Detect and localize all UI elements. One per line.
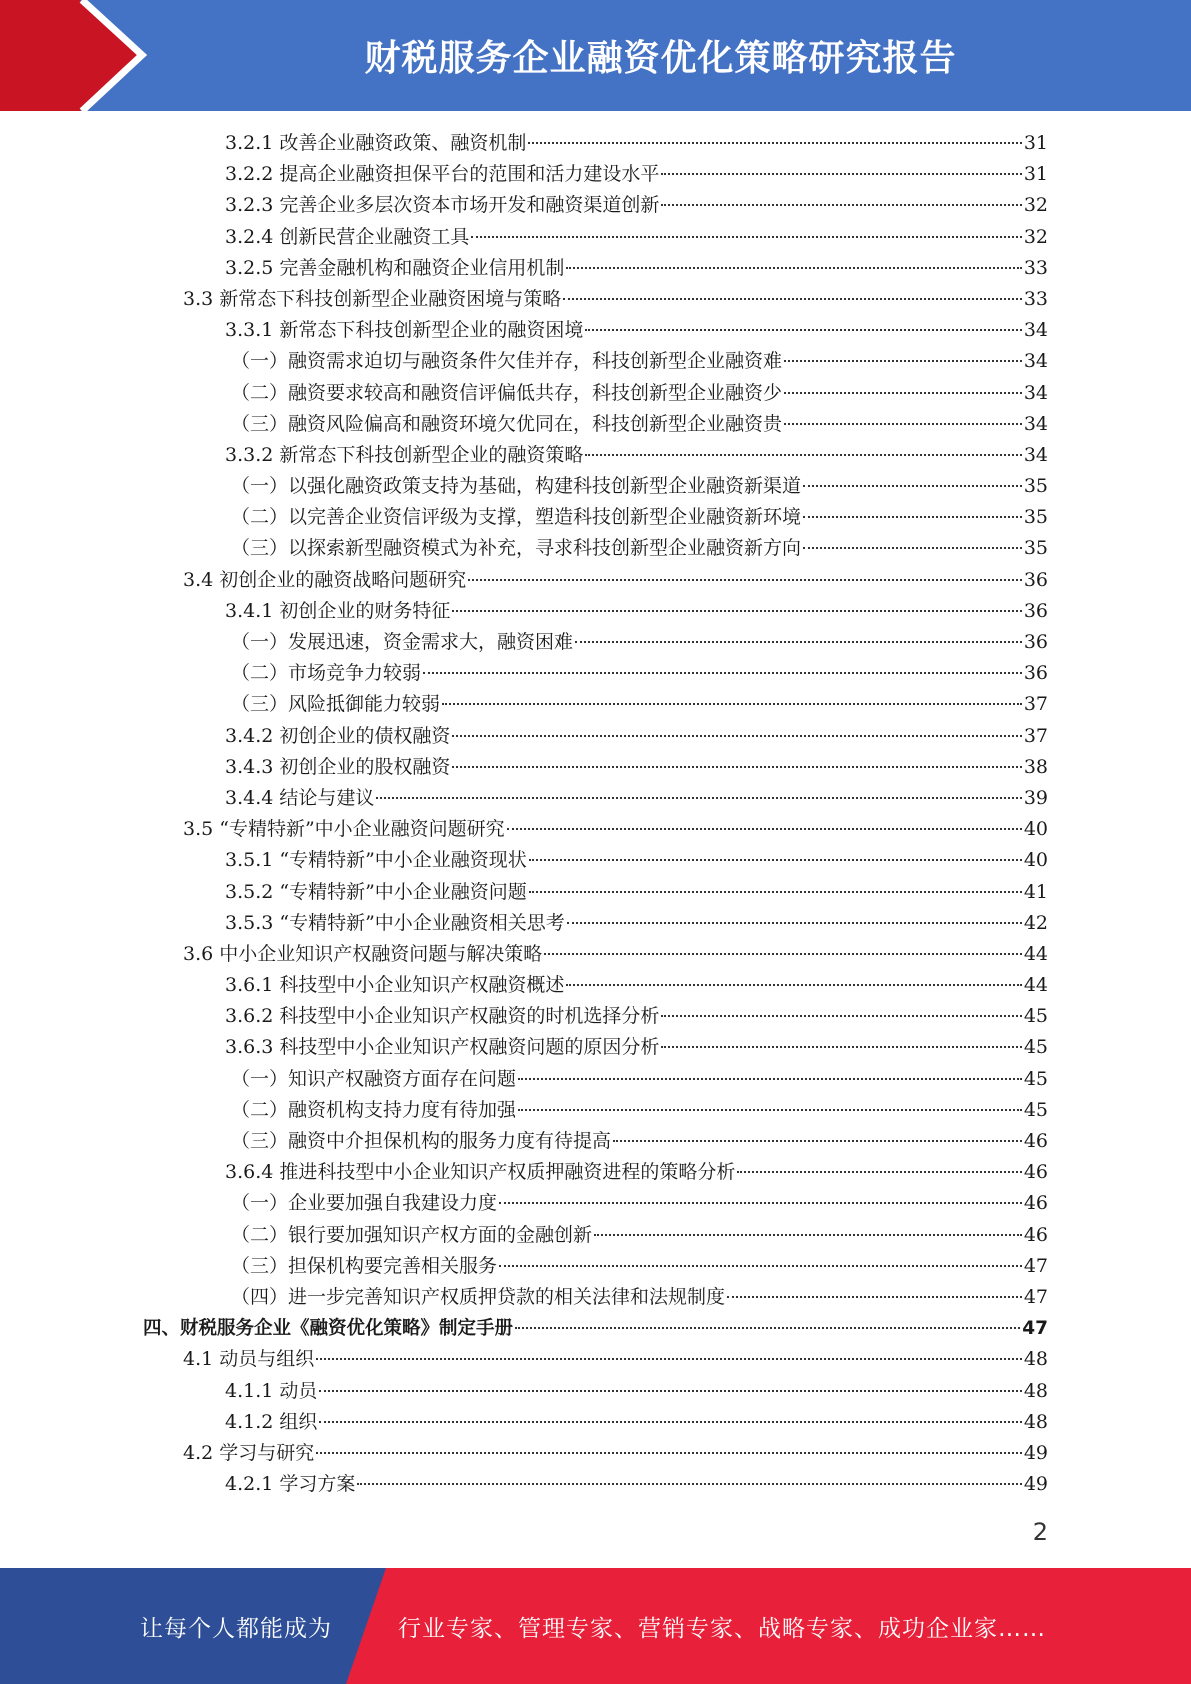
toc-entry-title: 3.2.1 改善企业融资政策、融资机制	[225, 132, 527, 154]
toc-dot-leader	[471, 236, 1021, 238]
toc-entry-title: 4.1.2 组织	[225, 1410, 318, 1433]
toc-entry[interactable]	[143, 1095, 1048, 1126]
toc-entry[interactable]	[143, 814, 1048, 845]
toc-entry-page: 34	[1023, 319, 1048, 342]
toc-entry[interactable]	[143, 1064, 1048, 1095]
toc-entry-page: 46	[1023, 1223, 1048, 1246]
toc-entry-title: 四、财税服务企业《融资优化策略》制定手册	[143, 1318, 514, 1340]
toc-entry-title: 3.2.4 创新民营企业融资工具	[225, 225, 470, 248]
toc-entry[interactable]	[143, 378, 1048, 409]
toc-entry-title: （三）融资风险偏高和融资环境欠优同在，科技创新型企业融资贵	[231, 412, 783, 435]
toc-entry-page: 46	[1023, 1130, 1048, 1152]
toc-entry-page: 34	[1023, 350, 1048, 373]
toc-entry-page: 45	[1023, 1005, 1048, 1028]
toc-dot-leader	[518, 1109, 1022, 1111]
toc-dot-leader	[507, 828, 1022, 830]
toc-entry[interactable]	[143, 783, 1048, 814]
toc-entry-title: 3.4.2 初创企业的债权融资	[225, 724, 451, 747]
toc-entry-page: 38	[1023, 755, 1048, 778]
toc-entry[interactable]	[143, 253, 1048, 284]
toc-entry-page: 44	[1023, 942, 1048, 965]
table-of-contents	[143, 128, 1048, 1500]
toc-entry-title: （二）市场竞争力较弱	[231, 662, 422, 685]
toc-entry-page: 45	[1023, 1067, 1048, 1090]
toc-entry[interactable]	[143, 1282, 1048, 1313]
toc-entry-title: 3.4.4 结论与建议	[225, 786, 375, 809]
toc-dot-leader	[518, 1078, 1022, 1080]
toc-entry[interactable]	[143, 1251, 1048, 1282]
toc-dot-leader	[316, 1452, 1022, 1454]
toc-entry-title: 3.3 新常态下科技创新型企业融资困境与策略	[183, 287, 562, 310]
toc-entry-title: 3.4.3 初创企业的股权融资	[225, 755, 451, 778]
toc-entry-page: 44	[1023, 974, 1048, 997]
toc-entry[interactable]	[143, 1313, 1048, 1344]
toc-entry-title: （一）以强化融资政策支持为基础，构建科技创新型企业融资新渠道	[231, 475, 802, 498]
toc-entry-page: 34	[1023, 412, 1048, 435]
page-footer	[0, 1568, 1191, 1684]
toc-entry-page: 32	[1023, 194, 1048, 217]
toc-dot-leader	[528, 142, 1021, 144]
toc-dot-leader	[376, 797, 1021, 799]
toc-dot-leader	[803, 485, 1022, 487]
toc-dot-leader	[423, 672, 1022, 674]
toc-dot-leader	[613, 1140, 1022, 1142]
toc-entry-title: （三）风险抵御能力较弱	[231, 693, 441, 716]
toc-entry-title: 3.2.3 完善企业多层次资本市场开发和融资渠道创新	[225, 194, 660, 217]
toc-entry-page: 32	[1023, 225, 1048, 248]
toc-entry[interactable]	[143, 1220, 1048, 1251]
toc-entry[interactable]	[143, 1126, 1048, 1157]
toc-dot-leader	[803, 516, 1022, 518]
toc-entry-page: 48	[1023, 1410, 1048, 1433]
toc-entry-page: 47	[1023, 1254, 1048, 1277]
toc-entry-page: 36	[1023, 599, 1048, 622]
toc-entry-page: 40	[1023, 818, 1048, 841]
toc-entry-title: （一）知识产权融资方面存在问题	[231, 1067, 517, 1090]
toc-dot-leader	[515, 1327, 1020, 1329]
toc-entry[interactable]	[143, 658, 1048, 689]
toc-dot-leader	[452, 766, 1021, 768]
toc-entry-page: 39	[1023, 786, 1048, 809]
toc-entry[interactable]	[143, 939, 1048, 970]
toc-entry[interactable]	[143, 721, 1048, 752]
toc-entry-page: 45	[1023, 1098, 1048, 1121]
toc-entry[interactable]	[143, 190, 1048, 221]
toc-entry-page: 34	[1023, 381, 1048, 404]
toc-entry-title: 3.6 中小企业知识产权融资问题与解决策略	[183, 942, 543, 965]
toc-entry[interactable]	[143, 877, 1048, 908]
toc-entry-title: 4.1 动员与组织	[183, 1348, 315, 1371]
toc-entry[interactable]	[143, 1032, 1048, 1063]
toc-entry-title: 3.6.3 科技型中小企业知识产权融资问题的原因分析	[225, 1036, 660, 1059]
toc-entry-title: 3.6.2 科技型中小企业知识产权融资的时机选择分析	[225, 1005, 660, 1028]
toc-entry-title: （一）发展迅速，资金需求大，融资困难	[231, 631, 574, 653]
toc-dot-leader	[585, 454, 1021, 456]
toc-entry-page: 31	[1023, 163, 1048, 186]
toc-dot-leader	[563, 298, 1022, 300]
toc-entry-title: 3.6.4 推进科技型中小企业知识产权质押融资进程的策略分析	[225, 1161, 736, 1184]
toc-entry[interactable]	[143, 1407, 1048, 1438]
toc-dot-leader	[661, 1046, 1021, 1048]
toc-entry-title: 3.3.2 新常态下科技创新型企业的融资策略	[225, 443, 584, 466]
toc-entry-title: （二）融资机构支持力度有待加强	[231, 1098, 517, 1121]
toc-entry-page: 41	[1023, 880, 1048, 903]
toc-dot-leader	[661, 173, 1021, 175]
toc-entry[interactable]	[143, 502, 1048, 533]
toc-entry-page: 33	[1023, 256, 1048, 279]
toc-entry-page: 47	[1023, 1285, 1048, 1308]
page-number: 2	[1032, 1518, 1048, 1546]
toc-dot-leader	[727, 1296, 1022, 1298]
toc-entry[interactable]	[143, 1001, 1048, 1032]
toc-entry[interactable]	[143, 284, 1048, 315]
toc-dot-leader	[784, 360, 1022, 362]
toc-entry-page: 37	[1023, 693, 1048, 716]
toc-entry[interactable]	[143, 845, 1048, 876]
toc-entry[interactable]	[143, 752, 1048, 783]
toc-entry-title: （一）融资需求迫切与融资条件欠佳并存，科技创新型企业融资难	[231, 350, 783, 373]
toc-dot-leader	[319, 1390, 1021, 1392]
toc-entry[interactable]	[143, 596, 1048, 627]
toc-dot-leader	[468, 579, 1022, 581]
toc-dot-leader	[661, 1015, 1021, 1017]
toc-entry-page: 48	[1023, 1348, 1048, 1371]
toc-entry[interactable]	[143, 908, 1048, 939]
toc-dot-leader	[499, 1202, 1022, 1204]
toc-entry[interactable]	[143, 689, 1048, 720]
toc-entry-title: （四）进一步完善知识产权质押贷款的相关法律和法规制度	[231, 1285, 726, 1308]
toc-dot-leader	[566, 267, 1021, 269]
toc-entry-title: （二）银行要加强知识产权方面的金融创新	[231, 1223, 593, 1246]
toc-entry-page: 36	[1023, 631, 1048, 653]
toc-entry[interactable]	[143, 440, 1048, 471]
toc-dot-leader	[452, 735, 1021, 737]
toc-dot-leader	[529, 891, 1022, 893]
toc-entry-title: （三）以探索新型融资模式为补充，寻求科技创新型企业融资新方向	[231, 537, 802, 560]
toc-entry[interactable]	[143, 346, 1048, 377]
toc-dot-leader	[567, 922, 1022, 924]
toc-entry-title: 3.5.3 “专精特新”中小企业融资相关思考	[225, 911, 565, 934]
toc-dot-leader	[661, 204, 1021, 206]
toc-entry-page: 36	[1023, 662, 1048, 685]
toc-dot-leader	[499, 1265, 1022, 1267]
toc-dot-leader	[319, 1421, 1021, 1423]
toc-entry-page: 33	[1023, 287, 1048, 310]
toc-entry[interactable]	[143, 565, 1048, 596]
toc-entry[interactable]	[143, 222, 1048, 253]
toc-entry[interactable]	[143, 1157, 1048, 1188]
toc-dot-leader	[442, 703, 1022, 705]
toc-entry-page: 35	[1023, 506, 1048, 529]
toc-entry-title: 3.2.2 提高企业融资担保平台的范围和活力建设水平	[225, 163, 660, 186]
toc-entry-title: 4.1.1 动员	[225, 1379, 318, 1402]
toc-entry-page: 35	[1023, 537, 1048, 560]
toc-entry-page: 47	[1022, 1318, 1048, 1340]
toc-entry-page: 40	[1023, 849, 1048, 872]
footer-slogan-right: 行业专家、管理专家、营销专家、战略专家、成功企业家……	[398, 1615, 1046, 1642]
toc-entry-page: 34	[1023, 443, 1048, 466]
toc-entry-page: 48	[1023, 1379, 1048, 1402]
toc-dot-leader	[585, 329, 1021, 331]
toc-entry[interactable]	[143, 1188, 1048, 1219]
toc-entry-page: 37	[1023, 724, 1048, 747]
toc-entry-page: 49	[1023, 1473, 1048, 1496]
toc-entry-title: 4.2.1 学习方案	[225, 1473, 356, 1496]
toc-dot-leader	[566, 984, 1021, 986]
page-header	[0, 0, 1191, 111]
toc-entry[interactable]	[143, 1344, 1048, 1375]
toc-entry[interactable]	[143, 409, 1048, 440]
toc-entry[interactable]	[143, 1438, 1048, 1469]
toc-dot-leader	[357, 1483, 1021, 1485]
toc-entry-title: 3.4.1 初创企业的财务特征	[225, 599, 451, 622]
toc-entry-title: （一）企业要加强自我建设力度	[231, 1192, 498, 1215]
toc-entry-title: 3.5 “专精特新”中小企业融资问题研究	[183, 818, 505, 841]
toc-entry-title: 3.3.1 新常态下科技创新型企业的融资困境	[225, 319, 584, 342]
toc-entry-page: 42	[1023, 911, 1048, 934]
toc-entry[interactable]	[143, 627, 1048, 658]
toc-dot-leader	[594, 1234, 1022, 1236]
toc-dot-leader	[803, 547, 1022, 549]
toc-entry-title: （三）担保机构要完善相关服务	[231, 1254, 498, 1277]
toc-entry[interactable]	[143, 128, 1048, 159]
toc-dot-leader	[452, 610, 1021, 612]
toc-entry-title: 3.4 初创企业的融资战略问题研究	[183, 568, 467, 591]
toc-entry-title: 4.2 学习与研究	[183, 1441, 315, 1464]
toc-entry[interactable]	[143, 1376, 1048, 1407]
toc-entry-page: 46	[1023, 1192, 1048, 1215]
toc-entry-title: 3.6.1 科技型中小企业知识产权融资概述	[225, 974, 565, 997]
toc-entry-page: 36	[1023, 568, 1048, 591]
toc-dot-leader	[544, 953, 1022, 955]
document-title: 财税服务企业融资优化策略研究报告	[364, 38, 957, 79]
toc-entry[interactable]	[143, 533, 1048, 564]
header-arrow-icon	[0, 0, 160, 111]
toc-entry-title: （二）融资要求较高和融资信评偏低共存，科技创新型企业融资少	[231, 381, 783, 404]
toc-dot-leader	[575, 641, 1022, 643]
toc-entry-page: 46	[1023, 1161, 1048, 1184]
toc-dot-leader	[784, 423, 1022, 425]
toc-entry-page: 45	[1023, 1036, 1048, 1059]
toc-dot-leader	[529, 859, 1022, 861]
toc-dot-leader	[316, 1358, 1022, 1360]
toc-entry-title: 3.5.2 “专精特新”中小企业融资问题	[225, 880, 527, 903]
footer-slogan-left: 让每个人都能成为	[140, 1615, 332, 1642]
toc-entry[interactable]	[143, 970, 1048, 1001]
toc-entry-title: 3.5.1 “专精特新”中小企业融资现状	[225, 849, 527, 872]
toc-entry[interactable]	[143, 159, 1048, 190]
toc-entry-page: 31	[1023, 132, 1048, 154]
toc-entry-page: 49	[1023, 1441, 1048, 1464]
toc-entry-title: （三）融资中介担保机构的服务力度有待提高	[231, 1130, 612, 1152]
toc-entry-title: 3.2.5 完善金融机构和融资企业信用机制	[225, 256, 565, 279]
toc-dot-leader	[737, 1171, 1021, 1173]
toc-entry[interactable]	[143, 315, 1048, 346]
toc-entry-page: 35	[1023, 475, 1048, 498]
toc-dot-leader	[784, 392, 1022, 394]
toc-entry[interactable]	[143, 471, 1048, 502]
toc-entry[interactable]	[143, 1469, 1048, 1500]
toc-entry-title: （二）以完善企业资信评级为支撑，塑造科技创新型企业融资新环境	[231, 506, 802, 529]
